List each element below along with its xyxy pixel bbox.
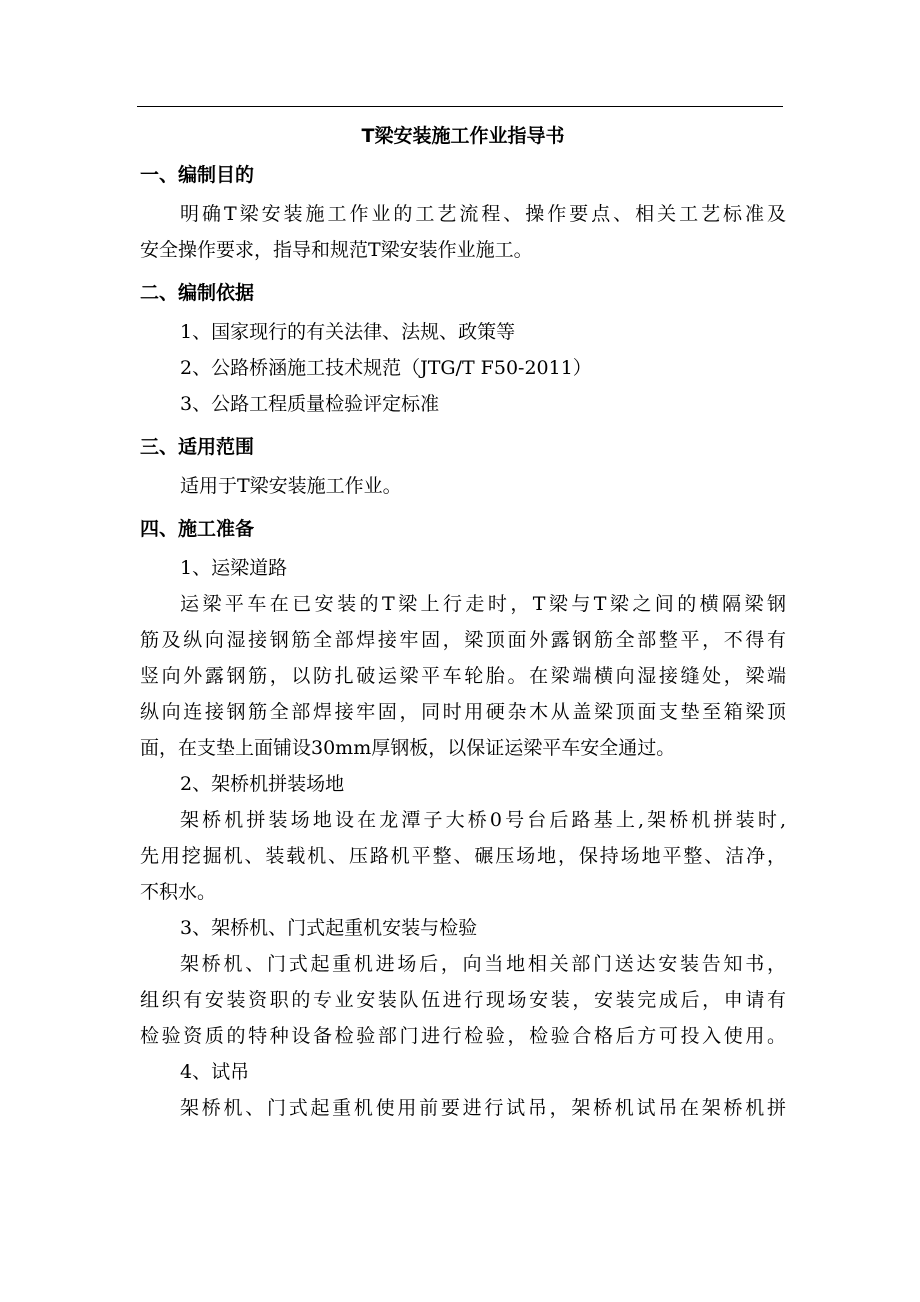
section-heading: 四、施工准备 [140, 518, 255, 540]
paragraph-line: 筋及纵向湿接钢筋全部焊接牢固，梁顶面外露钢筋全部整平，不得有 [140, 629, 786, 651]
section-heading: 三、适用范围 [140, 436, 255, 458]
paragraph-line: 竖向外露钢筋，以防扎破运梁平车轮胎。在梁端横向湿接缝处，梁端 [140, 665, 786, 687]
subsection-title: 1、运梁道路 [180, 557, 288, 579]
subsection-title: 4、试吊 [180, 1061, 250, 1083]
list-item: 3、公路工程质量检验评定标准 [180, 393, 440, 415]
paragraph-line: 明确T梁安装施工作业的工艺流程、操作要点、相关工艺标准及 [180, 203, 786, 225]
subsection-title: 2、架桥机拼装场地 [180, 773, 345, 795]
paragraph-line: 适用于T梁安装施工作业。 [180, 475, 402, 497]
paragraph-line: 先用挖掘机、装载机、压路机平整、碾压场地，保持场地平整、洁净， [140, 845, 786, 867]
paragraph-line: 检验资质的特种设备检验部门进行检验，检验合格后方可投入使用。 [140, 1025, 786, 1047]
paragraph-line: 面，在支垫上面铺设30mm厚钢板，以保证运梁平车安全通过。 [140, 737, 676, 759]
section-heading: 二、编制依据 [140, 282, 255, 304]
paragraph-line: 纵向连接钢筋全部焊接牢固，同时用硬杂木从盖梁顶面支垫至箱梁顶 [140, 701, 786, 723]
paragraph-line: 运梁平车在已安装的T梁上行走时，T梁与T梁之间的横隔梁钢 [180, 593, 786, 615]
section-heading: 一、编制目的 [140, 164, 255, 186]
paragraph-line: 架桥机、门式起重机进场后，向当地相关部门送达安装告知书， [180, 953, 786, 975]
list-item: 1、国家现行的有关法律、法规、政策等 [180, 321, 516, 343]
document-title: T梁安装施工作业指导书 [361, 125, 565, 147]
paragraph-line: 架桥机、门式起重机使用前要进行试吊，架桥机试吊在架桥机拼 [180, 1097, 786, 1119]
document-body [140, 118, 786, 1126]
paragraph-line: 架桥机拼装场地设在龙潭子大桥0号台后路基上,架桥机拼装时, [180, 809, 786, 831]
paragraph-line: 安全操作要求，指导和规范T梁安装作业施工。 [140, 239, 533, 261]
header-rule [137, 106, 783, 107]
list-item: 2、公路桥涵施工技术规范（JTG/T F50-2011） [180, 357, 592, 379]
paragraph-line: 组织有安装资职的专业安装队伍进行现场安装，安装完成后，申请有 [140, 989, 786, 1011]
subsection-title: 3、架桥机、门式起重机安装与检验 [180, 917, 478, 939]
paragraph-line: 不积水。 [140, 881, 217, 903]
